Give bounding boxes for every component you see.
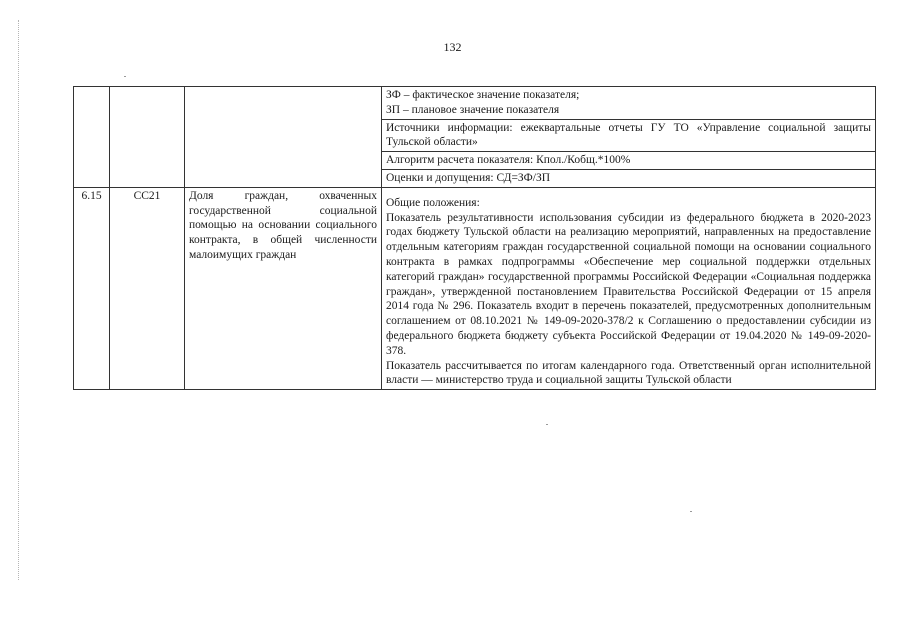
description-paragraph: Показатель рассчитывается по итогам календарного года. Ответственный орган исполнительной власти — министерство труда и социальной защиты Тульской области — [386, 359, 871, 387]
algorithm-cell: Алгоритм расчета показателя: Кпол./Кобщ.*100% — [382, 152, 876, 170]
continuation-name-cell — [185, 87, 382, 188]
estimates-cell: Оценки и допущения: СД=ЗФ/ЗП — [382, 169, 876, 187]
indicator-row — [74, 187, 876, 389]
row-code: СС21 — [110, 187, 185, 389]
indicator-description — [382, 187, 876, 389]
row-number: 6.15 — [74, 187, 110, 389]
scan-speck — [690, 511, 692, 512]
continuation-num-cell — [74, 87, 110, 188]
continuation-row — [74, 87, 876, 120]
description-paragraph: Показатель результативности использования субсидии из федерального бюджета в 2020-2023 годах бюджету Тульской области на реализацию мероприятий, направленных на предоставление отдельным категориям граждан государственной социальной помощи на основании социального контракта в рамках подпрограммы «Обеспечение мер социальной поддержки отдельных категорий граждан» государственной программы Российской Федерации «Социальная поддержка граждан», утвержденной постановлением Правительства Российской Федерации от 15 апреля 2014 года № 296. Показатель входит в перечень показателей, предусмотренных дополнительным соглашением от 08.10.2021 № 149-09-2020-378/2 к Соглашению о предоставлении субсидии из федерального бюджета бюджету субъекта Российской Федерации от 19.04.2020 № 149-09-2020-378. — [386, 211, 871, 357]
scan-margin-dots — [18, 20, 21, 580]
sources-cell: Источники информации: ежеквартальные отчеты ГУ ТО «Управление социальной защиты Тульской области» — [382, 119, 876, 152]
continuation-formula-notes — [382, 87, 876, 120]
page-number: 132 — [443, 40, 462, 54]
plan-value-note: ЗП – плановое значение показателя — [386, 103, 560, 116]
fact-value-note: ЗФ – фактическое значение показателя; — [386, 89, 580, 101]
continuation-code-cell — [110, 87, 185, 188]
description-heading: Общие положения: — [386, 196, 480, 209]
indicator-name: Доля граждан, охваченных государственной социальной помощью на основании социального контракта, в общей численности малоимущих граждан — [185, 187, 382, 389]
scan-speck — [546, 424, 548, 425]
indicator-table — [73, 86, 876, 390]
scan-speck — [124, 76, 126, 77]
